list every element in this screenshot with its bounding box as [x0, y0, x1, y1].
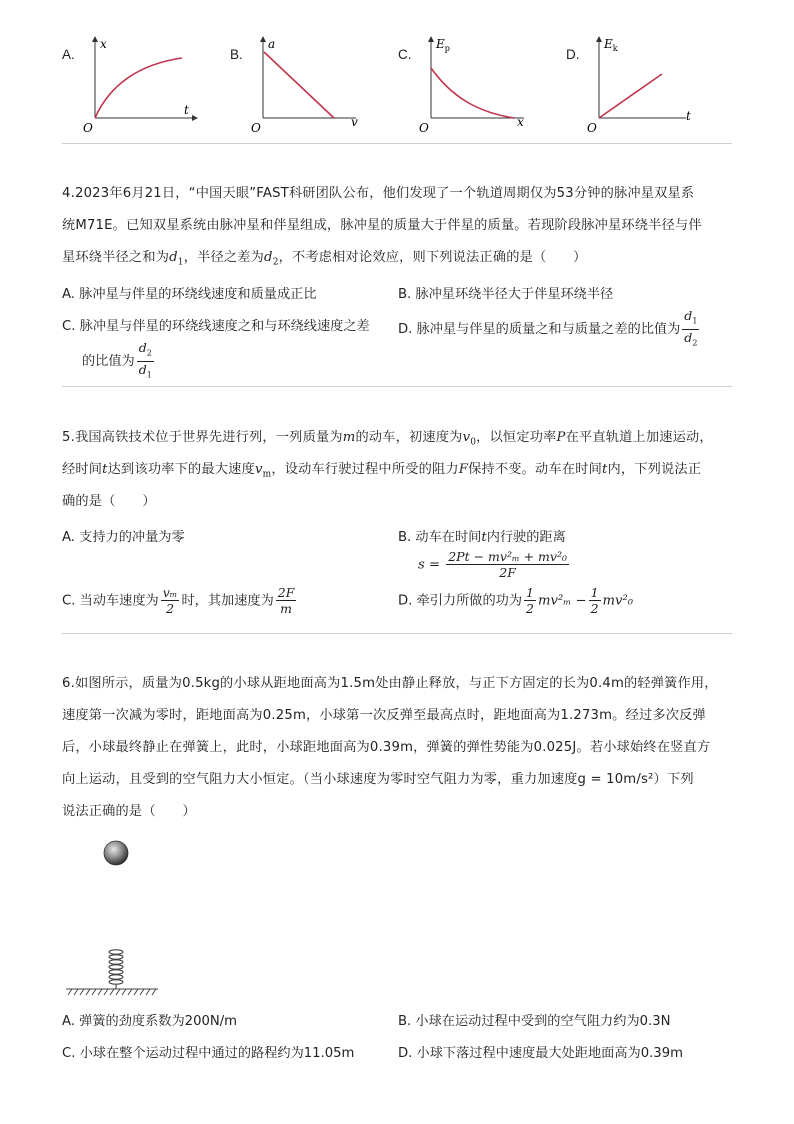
q4-option-c-line-1: C. 脉冲星与伴星的环绕线速度之和与环绕线速度之差: [62, 319, 370, 334]
graph-a-v-svg: [248, 34, 368, 134]
q4-option-a[interactable]: A. 脉冲星与伴星的环绕线速度和质量成正比: [62, 287, 317, 302]
fraction-d2-over-d1: $\frac{d_2}{d_1}$: [138, 340, 152, 379]
option-label: D.: [566, 47, 580, 62]
y-axis-label: E: [436, 37, 445, 51]
q5-stem-line-3: 确的是（ ）: [62, 494, 156, 509]
fraction-d1-over-d2: $\frac{d_1}{d_2}$: [684, 308, 698, 347]
line-a-v: [264, 52, 334, 118]
x-axis-label: v: [351, 115, 358, 129]
fraction-vm-over-2: $\frac{\text{vₘ}}{2}$: [162, 585, 178, 616]
divider: [62, 386, 732, 387]
option-label: A.: [62, 47, 75, 62]
q6-stem-line-1: 6.如图所示，质量为0.5kg的小球从距地面高为1.5m处由静止释放，与正下方固定的长为0.4m的轻弹簧作用，: [62, 676, 718, 691]
q6-option-c[interactable]: C. 小球在整个运动过程中通过的路程约为11.05m: [62, 1046, 355, 1061]
svg-text:Ek: [603, 37, 618, 53]
ball-icon: [104, 841, 128, 865]
divider: [62, 633, 732, 634]
origin-label: O: [419, 121, 429, 134]
line-ek-t: [599, 74, 662, 118]
option-label: C.: [398, 47, 412, 62]
origin-label: O: [83, 121, 93, 134]
spring-icon: [109, 950, 123, 989]
q5-option-b[interactable]: B. 动车在时间t内行驶的距离 s = $\frac{\text{2Pt − mv²ₘ + mv²₀}}{2F}$: [398, 526, 571, 580]
option-label: B.: [230, 47, 243, 62]
y-axis-label: E: [604, 37, 613, 51]
q5-option-c[interactable]: C. 当动车速度为 $\frac{\text{vₘ}}{2}$ 时，其加速度为 $\frac{2F}{m}$: [62, 585, 295, 616]
ball-spring-figure: [62, 836, 172, 1006]
x-axis-label: t: [686, 109, 691, 123]
q5-option-d[interactable]: D. 牵引力所做的功为 $\frac{1}{2}$ mv²ₘ − $\frac{1}{2}$ mv²₀: [398, 585, 634, 616]
q5-stem-line-2: 经时间t达到该功率下的最大速度$v_m$，设动车行驶过程中所受的阻力F保持不变。动车在时间t内，下列说法正: [62, 462, 702, 480]
q4-option-c[interactable]: [62, 315, 370, 382]
divider: [62, 143, 732, 144]
q4-stem-line-2: 统M71E。已知双星系统由脉冲星和伴星组成，脉冲星的质量大于伴星的质量。若现阶段脉冲星环绕半径与伴: [62, 218, 702, 233]
graph-ep-x-svg: [416, 34, 536, 134]
q4-stem-line-3: 星环绕半径之和为$d_1$，半径之差为$d_2$，不考虑相对论效应，则下列说法正确的是（ ）: [62, 250, 587, 268]
q6-stem-line-4: 向上运动，且受到的空气阻力大小恒定。（当小球速度为零时空气阻力为零，重力加速度g = 10m/s²）下列: [62, 772, 694, 787]
graph-ek-t-svg: [584, 34, 704, 134]
origin-label: O: [587, 121, 597, 134]
x-axis-label: t: [184, 103, 189, 117]
q5-option-a[interactable]: A. 支持力的冲量为零: [62, 530, 185, 545]
q4-option-d[interactable]: D. 脉冲星与伴星的质量之和与质量之差的比值为 $\frac{d_1}{d_2}$: [398, 308, 701, 350]
y-axis-label: a: [268, 37, 276, 51]
q6-option-b[interactable]: B. 小球在运动过程中受到的空气阻力约为0.3N: [398, 1014, 671, 1029]
curve-ep-x: [431, 68, 514, 118]
distance-formula: s = $\frac{\text{2Pt − mv²ₘ + mv²₀}}{2F}$: [418, 549, 567, 580]
svg-text:Ep: [435, 37, 450, 53]
y-axis-label: x: [100, 37, 107, 51]
fraction-2f-over-m: $\frac{2F}{m}$: [277, 585, 295, 616]
q6-option-d[interactable]: D. 小球下落过程中速度最大处距地面高为0.39m: [398, 1046, 683, 1061]
q6-option-a[interactable]: A. 弹簧的劲度系数为200N/m: [62, 1014, 237, 1029]
curve-x-t: [95, 58, 182, 118]
q4-option-b[interactable]: B. 脉冲星环绕半径大于伴星环绕半径: [398, 287, 614, 302]
q4-stem-line-1: 4.2023年6月21日，“中国天眼”FAST科研团队公布，他们发现了一个轨道周期仅为53分钟的脉冲星双星系: [62, 186, 695, 201]
q6-stem-line-3: 后，小球最终静止在弹簧上，此时，小球距地面高为0.39m，弹簧的弹性势能为0.025J。若小球始终在竖直方: [62, 740, 711, 755]
graph-x-t-svg: [80, 34, 200, 134]
x-axis-label: x: [517, 115, 524, 129]
y-axis-sub: p: [444, 44, 450, 53]
q6-stem-line-2: 速度第一次减为零时，距地面高为0.25m，小球第一次反弹至最高点时，距地面高为1.273m。经过多次反弹: [62, 708, 706, 723]
y-axis-sub: k: [612, 44, 618, 53]
origin-label: O: [251, 121, 261, 134]
ground-icon: [66, 989, 158, 995]
q5-stem-line-1: 5.我国高铁技术位于世界先进行列，一列质量为m的动车，初速度为$v_0$，以恒定功率P在平直轨道上加速运动，: [62, 430, 713, 448]
q4-option-c-line-2: 的比值为 $\frac{d_2}{d_1}$: [62, 340, 370, 382]
q6-stem-line-5: 说法正确的是（ ）: [62, 804, 196, 819]
